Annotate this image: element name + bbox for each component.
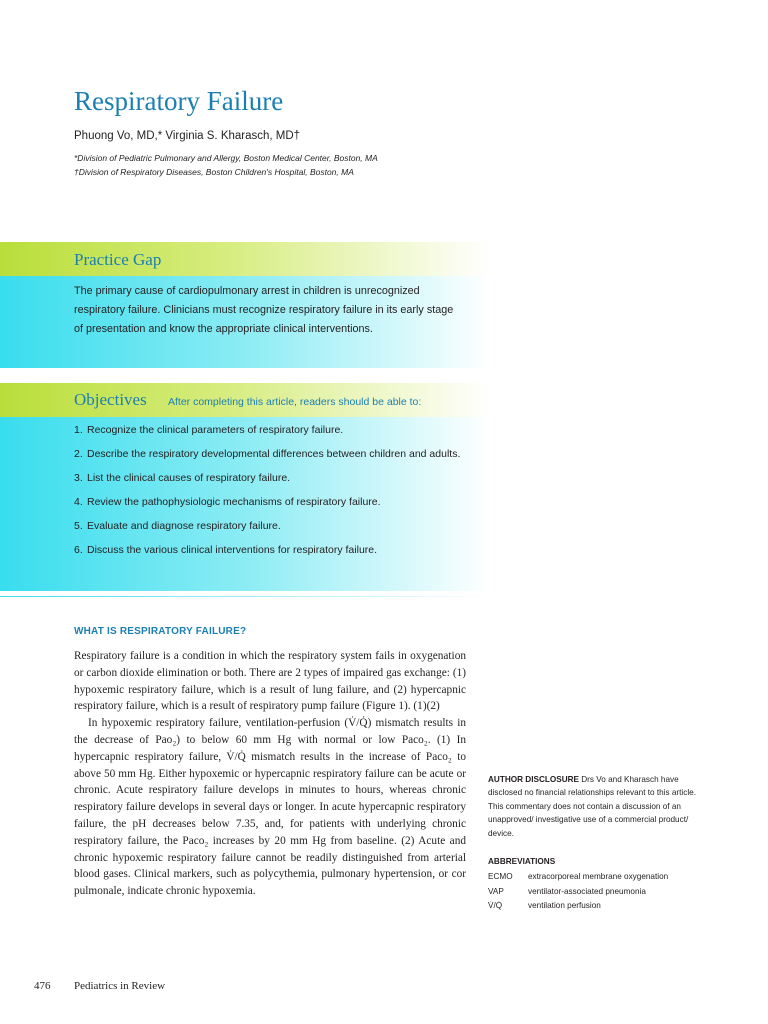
objective-text: List the clinical causes of respiratory failure. [87,472,291,484]
objective-item [74,542,464,559]
abbreviation-definition: extracorporeal membrane oxygenation [528,872,669,882]
abbreviation-term: V̇/Q̇ [488,901,503,911]
disclosure-text: Drs Vo and Kharasch have disclosed no financial relationships relevant to this article. This commentary does not contain a discussion of an unapproved/ investigative use of a commercial product/ device. [488,775,696,838]
section-heading: WHAT IS RESPIRATORY FAILURE? [74,626,247,637]
body-paragraph-1: Respiratory failure is a condition in which the respiratory system fails in oxygenation or carbon dioxide elimination or both. There are 2 types of impaired gas exchange: (1) hypoxemic respiratory failure, which is a result of lung failure, and (2) hypercapnic respiratory failure, which is a result of respiratory pump failure (Figure 1). (1)(2) [74,650,466,713]
objective-number: 6. [74,544,83,556]
abbreviation-definition: ventilator-associated pneumonia [528,886,646,896]
page-number: 476 [34,980,51,992]
abbreviation-term: VAP [488,886,504,896]
objectives-intro: After completing this article, readers should be able to: [168,396,422,408]
body-text [74,648,466,900]
author-disclosure [488,773,710,840]
objective-number: 1. [74,424,83,436]
abbreviation-row [488,899,668,914]
objective-number: 5. [74,520,83,532]
affiliation-2: †Division of Respiratory Diseases, Boston Children's Hospital, Boston, MA [74,167,354,177]
objectives-list [74,422,464,566]
objective-text: Recognize the clinical parameters of respiratory failure. [87,424,344,436]
objectives-heading: Objectives [74,390,147,409]
objective-number: 3. [74,472,83,484]
journal-name: Pediatrics in Review [74,980,166,992]
affiliation-1: *Division of Pediatric Pulmonary and Allergy, Boston Medical Center, Boston, MA [74,153,378,163]
objective-item [74,470,464,487]
objective-text: Discuss the various clinical interventions for respiratory failure. [87,544,378,556]
disclosure-label: AUTHOR DISCLOSURE [488,775,579,784]
objective-text: Describe the respiratory developmental differences between children and adults. [87,448,461,460]
objective-item [74,494,464,511]
abbreviations-table [488,870,668,914]
objective-text: Evaluate and diagnose respiratory failure. [87,520,281,532]
abbreviation-definition: ventilation perfusion [528,901,601,911]
abbreviation-row [488,885,668,900]
article-title: Respiratory Failure [74,86,284,116]
objectives-bottom-rule [0,596,490,597]
objective-item [74,518,464,535]
abbreviation-term: ECMO [488,872,513,882]
body-paragraph-2: In hypoxemic respiratory failure, ventilation-perfusion (V̇/Q̇) mismatch results in the decrease of Pao₂) to below 60 mm Hg with normal or low Paco₂. (1) In hypercapnic respiratory failure, V̇/Q̇ mismatch results in the increase of Paco₂ to above 50 mm Hg. Either hypoxemic or hypercapnic respiratory failure can be acute or chronic. Acute respiratory failure develops in minutes to hours, whereas chronic respiratory failure develops in several days or longer. In acute hypercapnic respiratory failure, the pH decreases below 7.35, and, for patients with underlying chronic respiratory failure, the Paco₂ increases by 20 mm Hg from baseline. (2) Acute and chronic hypoxemic respiratory failure cannot be readily distinguished from arterial blood gases. Clinical markers, such as polycythemia, pulmonary hypertension, or cor pulmonale, indicate chronic hypoxemia. [74,717,466,898]
objective-text: Review the pathophysiologic mechanisms of respiratory failure. [87,496,381,508]
objective-number: 4. [74,496,83,508]
sidebar [488,773,710,914]
abbreviations-heading: ABBREVIATIONS [488,857,556,867]
objective-number: 2. [74,448,83,460]
author-list: Phuong Vo, MD,* Virginia S. Kharasch, MD† [74,130,301,142]
objective-item [74,446,464,463]
practice-gap-text: The primary cause of cardiopulmonary arrest in children is unrecognized respiratory failure. Clinicians must recognize respiratory failure in its early stage of presentation and know the appropriate clinical interventions. [74,285,454,335]
abbreviation-row [488,870,668,885]
objective-item [74,422,464,439]
practice-gap-heading: Practice Gap [74,250,162,269]
